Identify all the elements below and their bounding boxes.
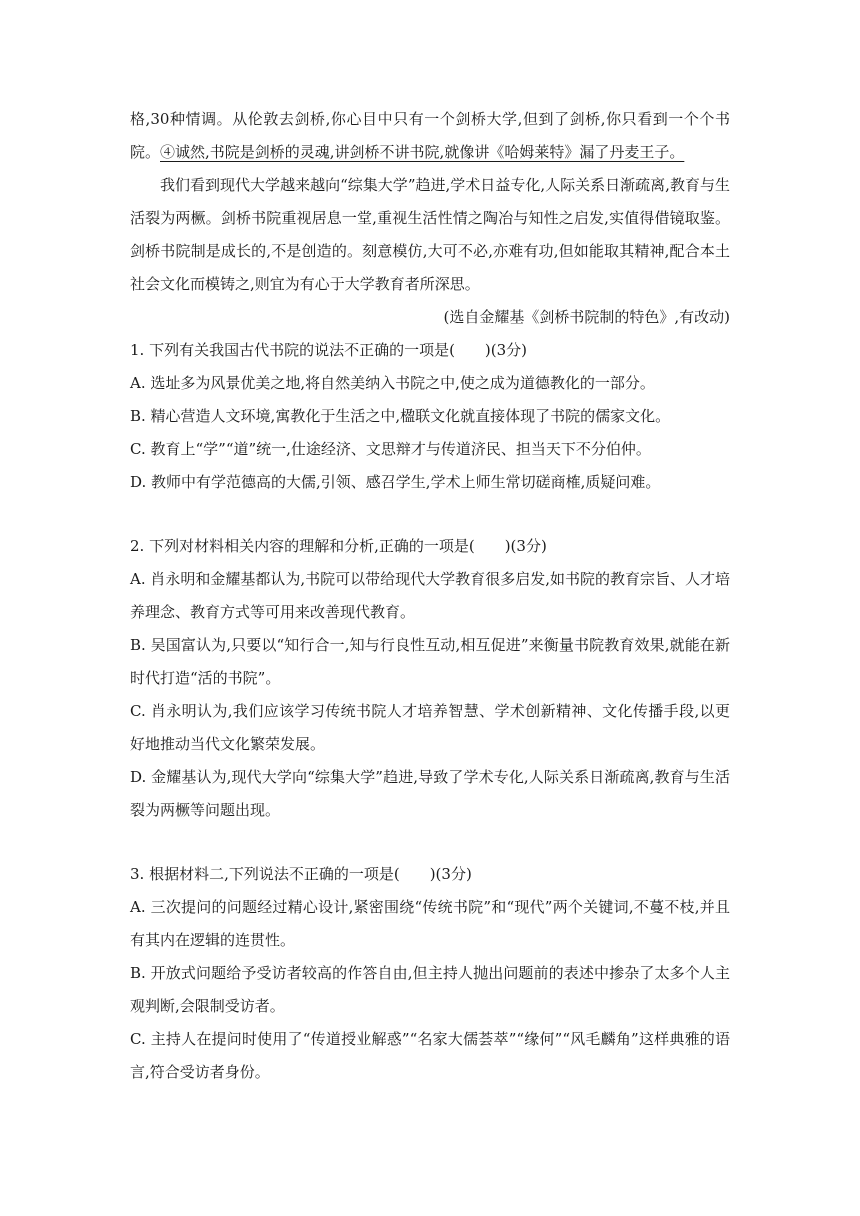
option-a: A. 三次提问的问题经过精心设计,紧密围绕“传统书院”和“现代”两个关键词,不蔓不枝,并且有其内在逻辑的连贯性。	[130, 898, 730, 949]
question-stem: 3. 根据材料二,下列说法不正确的一项是( )(3分)	[130, 865, 472, 883]
question-stem: 1. 下列有关我国古代书院的说法不正确的一项是( )(3分)	[130, 341, 528, 359]
spacer	[130, 499, 730, 530]
question-2	[130, 530, 730, 827]
option-c: C. 肖永明认为,我们应该学习传统书院人才培养智慧、学术创新精神、文化传播手段,以更好地推动当代文化繁荣发展。	[130, 702, 730, 753]
passage-paragraph-1	[130, 103, 730, 169]
passage-line: 院。	[130, 143, 161, 161]
question-3	[130, 858, 730, 1089]
option-b: B. 精心营造人文环境,寓教化于生活之中,楹联文化就直接体现了书院的儒家文化。	[130, 407, 671, 425]
option-b: B. 吴国富认为,只要以“知行合一,知与行良性互动,相互促进”来衡量书院教育效果,就能在新时代打造“活的书院”。	[130, 636, 730, 687]
passage-paragraph-2: 我们看到现代大学越来越向“综集大学”趋进,学术日益专化,人际关系日渐疏离,教育与生活裂为两橛。剑桥书院重视居息一堂,重视生活性情之陶冶与知性之启发,实值得借镜取鉴。剑桥书院制是成长的,不是创造的。刻意模仿,大可不必,亦难有功,但如能取其精神,配合本土社会文化而模铸之,则宜为有心于大学教育者所深思。	[130, 176, 730, 293]
passage-source: (选自金耀基《剑桥书院制的特色》,有改动)	[443, 308, 730, 326]
question-1	[130, 334, 730, 499]
underlined-sentence-4: ④诚然,书院是剑桥的灵魂,讲剑桥不讲书院,就像讲《哈姆莱特》漏了丹麦王子。	[160, 143, 685, 161]
option-c: C. 主持人在提问时使用了“传道授业解惑”“名家大儒荟萃”“缘何”“风毛麟角”这样典雅的语言,符合受访者身份。	[130, 1030, 730, 1081]
option-d: D. 教师中有学范德高的大儒,引领、感召学生,学术上师生常切磋商榷,质疑问难。	[130, 473, 661, 491]
option-a: A. 肖永明和金耀基都认为,书院可以带给现代大学教育很多启发,如书院的教育宗旨、人才培养理念、教育方式等可用来改善现代教育。	[130, 570, 730, 621]
option-c: C. 教育上“学”“道”统一,仕途经济、文思辩才与传道济民、担当天下不分伯仲。	[130, 440, 651, 458]
question-stem: 2. 下列对材料相关内容的理解和分析,正确的一项是( )(3分)	[130, 537, 547, 555]
spacer	[130, 827, 730, 858]
option-a: A. 选址多为风景优美之地,将自然美纳入书院之中,使之成为道德教化的一部分。	[130, 374, 655, 392]
option-b: B. 开放式问题给予受访者较高的作答自由,但主持人抛出问题前的表述中掺杂了太多个人主观判断,会限制受访者。	[130, 964, 730, 1015]
passage-line: 格,30种情调。从伦敦去剑桥,你心目中只有一个剑桥大学,但到了剑桥,你只看到一个个书	[130, 110, 730, 128]
document-content	[130, 103, 730, 1089]
option-d: D. 金耀基认为,现代大学向“综集大学”趋进,导致了学术专化,人际关系日渐疏离,教育与生活裂为两橛等问题出现。	[130, 768, 730, 819]
